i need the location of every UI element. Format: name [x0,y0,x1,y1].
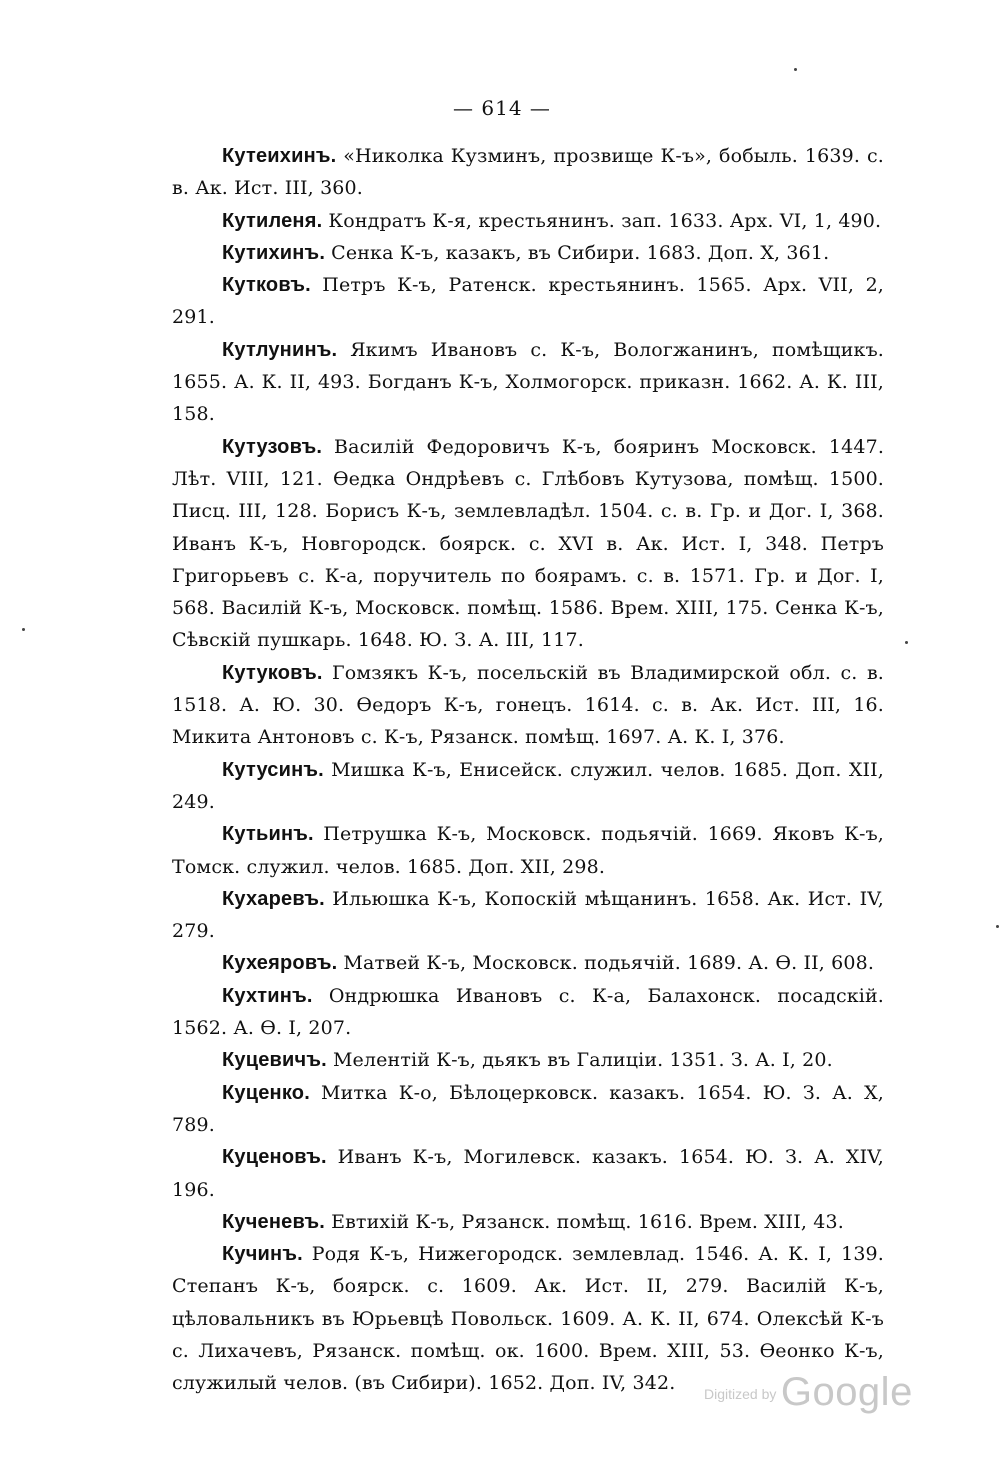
entry-text: Мишка К-ъ, Енисейск. служил. челов. 1685. Доп. XII, 249. [172,758,884,813]
entry [172,818,884,883]
entry-text: Гомзякъ К-ъ, посельскій въ Владимирской обл. с. в. 1518. А. Ю. 30. Ѳедоръ К-ъ, гонецъ. 1614. с. в. Ак. Ист. III, 16. Микита Антоновъ с. К-ъ, Рязанск. помѣщ. 1697. А. К. I, 376. [172,661,885,749]
entry [172,1077,884,1142]
entry-text: Якимъ Ивановъ с. К-ъ, Вологжанинъ, помѣщикъ. 1655. А. К. II, 493. Богданъ К-ъ, Холмогорск. приказн. 1662. А. К. III, 158. [172,338,884,426]
watermark-brand-logo: Google [780,1370,913,1414]
entry [172,269,884,334]
entry [172,883,884,948]
entry [172,431,884,657]
entry-text: Матвей К-ъ, Московск. подьячій. 1689. А. Ѳ. II, 608. [343,952,875,975]
entry-text: Митка К-о, Бѣлоцерковск. казакъ. 1654. Ю. З. А. X, 789. [172,1081,884,1136]
entry-headword: Кученевъ. [222,1210,326,1233]
entry [172,1141,884,1206]
entry-headword: Кухеяровъ. [222,952,338,975]
dictionary-entries [172,140,884,1400]
entry-headword: Куцевичъ. [222,1049,327,1072]
entry [172,1044,884,1076]
entry [172,657,884,754]
entry-headword: Кутлунинъ. [222,338,338,361]
scan-speck [905,641,908,644]
entry-headword: Кутеихинъ. [222,145,337,167]
entry-headword: Куценко. [222,1081,310,1104]
entry-text: «Николка Кузминъ, прозвище К-ъ», бобыль. 1639. с. в. Ак. Ист. III, 360. [172,145,884,200]
entry-text: Василій Федоровичъ К-ъ, бояринъ Московск. 1447. Лѣт. VIII, 121. Ѳедка Ондрѣевъ с. Глѣбовъ Кутузова, помѣщ. 1500. Писц. III, 128. Борисъ К-ъ, землевладѣл. 1504. с. в. Гр. и Дог. I, 368. Иванъ К-ъ, Новгородск. боярск. с. XVI в. Ак. Ист. I, 348. Петръ Григорьевъ с. К-а, поручитель по боярамъ. с. в. 1571. Гр. и Дог. I, 568. Василій К-ъ, Московск. помѣщ. 1586. Врем. XIII, 175. Сенка К-ъ, Сѣвскій пушкарь. 1648. Ю. З. А. III, 117. [172,435,885,652]
entry-text: Мелентій К-ъ, дьякъ въ Галиціи. 1351. З. А. I, 20. [332,1049,833,1072]
entry-headword: Кухаревъ. [222,887,325,910]
entry [172,140,884,205]
entry-headword: Кухтинъ. [222,984,313,1007]
entry [172,1206,884,1238]
watermark-prefix: Digitized by [704,1386,777,1402]
scan-speck [22,628,25,631]
entry-text: Иванъ К-ъ, Могилевск. казакъ. 1654. Ю. З. А. XIV, 196. [172,1146,884,1201]
entry-text: Сенка К-ъ, казакъ, въ Сибири. 1683. Доп. X, 361. [331,241,830,264]
digitized-watermark [704,1370,913,1415]
entry-text: Родя К-ъ, Нижегородск. землевлад. 1546. А. К. I, 139. Степанъ К-ъ, боярск. с. 1609. Ак. Ист. II, 279. Василій К-ъ, цѣловальникъ въ Юрьевцѣ Повольск. 1609. А. К. II, 674. Олексѣй К-ъ с. Лихачевъ, Рязанск. помѣщ. ок. 1600. Врем. XIII, 53. Ѳеонко К-ъ, служилый челов. (въ Сибири). 1652. Доп. IV, 342. [172,1243,884,1395]
scan-speck [996,925,999,928]
page-number: — 614 — [453,96,551,120]
entry-text: Ильюшка К-ъ, Копоскій мѣщанинъ. 1658. Ак. Ист. IV, 279. [172,887,884,943]
entry [172,947,884,979]
entry-headword: Куценовъ. [222,1146,327,1169]
entry-headword: Кутиленя. [222,209,323,232]
entry-text: Евтихій К-ъ, Рязанск. помѣщ. 1616. Врем. XIII, 43. [331,1210,844,1233]
entry-headword: Кутусинъ. [222,758,324,781]
entry-headword: Кутузовъ. [222,435,323,458]
entry-text: Петрушка К-ъ, Московск. подьячій. 1669. Яковъ К-ъ, Томск. служил. челов. 1685. Доп. XII, 298. [172,823,884,878]
entry-text: Петръ К-ъ, Ратенск. крестьянинъ. 1565. Арх. VII, 2, 291. [172,274,884,329]
entry-headword: Кутьинъ. [222,823,314,846]
entry [172,334,884,431]
scan-speck [794,68,797,71]
entry [172,205,884,237]
entry-headword: Кутихинъ. [222,241,326,264]
entry-headword: Кутковъ. [222,274,311,297]
entry-headword: Кучинъ. [222,1243,303,1266]
entry-text: Ондрюшка Ивановъ с. К-а, Балахонск. посадскій. 1562. А. Ѳ. I, 207. [172,984,884,1040]
entry-headword: Кутуковъ. [222,661,323,684]
entry [172,980,884,1045]
entry [172,237,884,269]
entry-text: Кондратъ К-я, крестьянинъ. зап. 1633. Арх. VI, 1, 490. [328,209,882,232]
entry [172,754,884,819]
